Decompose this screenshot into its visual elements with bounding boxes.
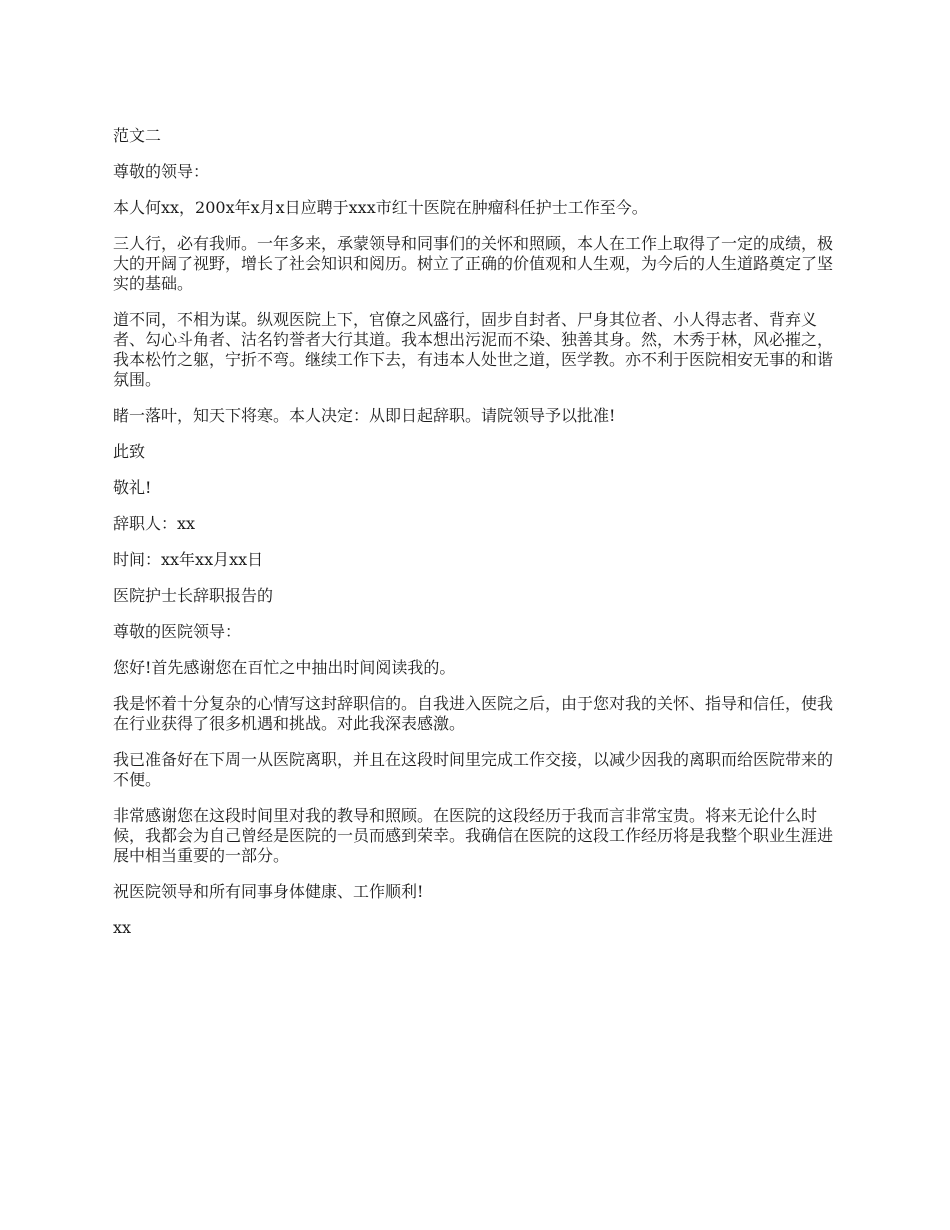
section-title: 医院护士长辞职报告的	[113, 586, 274, 605]
final-signature: xx	[113, 918, 132, 937]
gratitude-paragraph: 三人行，必有我师。一年多来，承蒙领导和同事们的关怀和照顾，本人在工作上取得了一定的成绩，极大的开阔了视野，增长了社会知识和阅历。树立了正确的价值观和人生观，为今后的人生道路奠定了坚实的基础。	[113, 234, 834, 293]
intro-paragraph: 本人何xx，200x年x月x日应聘于xxx市红十医院在肿瘤科任护士工作至今。	[113, 198, 648, 217]
greeting-paragraph: 您好!首先感谢您在百忙之中抽出时间阅读我的。	[113, 658, 456, 677]
departure-paragraph: 我已准备好在下周一从医院离职，并且在这段时间里完成工作交接，以减少因我的离职而给医院带来的不便。	[113, 750, 834, 789]
document-body	[113, 126, 843, 954]
feelings-paragraph: 我是怀着十分复杂的心情写这封辞职信的。自我进入医院之后，由于您对我的关怀、指导和信任，使我在行业获得了很多机遇和挑战。对此我深表感激。	[113, 694, 834, 733]
closing-line: 此致	[113, 442, 146, 461]
date-line: 时间：xx年xx月xx日	[113, 550, 264, 569]
signature-line: 辞职人：xx	[113, 514, 196, 533]
reason-paragraph: 道不同，不相为谋。纵观医院上下，官僚之风盛行，固步自封者、尸身其位者、小人得志者、背弃义者、勾心斗角者、沽名钓誉者大行其道。我本想出污泥而不染、独善其身。然，木秀于林，风必摧之，我本松竹之躯，宁折不弯。继续工作下去，有违本人处世之道，医学教。亦不利于医院相安无事的和谐氛围。	[113, 310, 834, 389]
salutation: 尊敬的领导：	[113, 162, 210, 181]
thanks-paragraph: 非常感谢您在这段时间里对我的教导和照顾。在医院的这段经历于我而言非常宝贵。将来无论什么时候，我都会为自己曾经是医院的一员而感到荣幸。我确信在医院的这段工作经历将是我整个职业生涯进展中相当重要的一部分。	[113, 806, 834, 865]
decision-paragraph: 睹一落叶，知天下将寒。本人决定：从即日起辞职。请院领导予以批准!	[113, 406, 616, 425]
salutation-hospital: 尊敬的医院领导：	[113, 622, 242, 641]
wishes-paragraph: 祝医院领导和所有同事身体健康、工作顺利!	[113, 882, 424, 901]
heading-sample-two: 范文二	[113, 126, 162, 145]
closing-regards: 敬礼!	[113, 478, 152, 497]
